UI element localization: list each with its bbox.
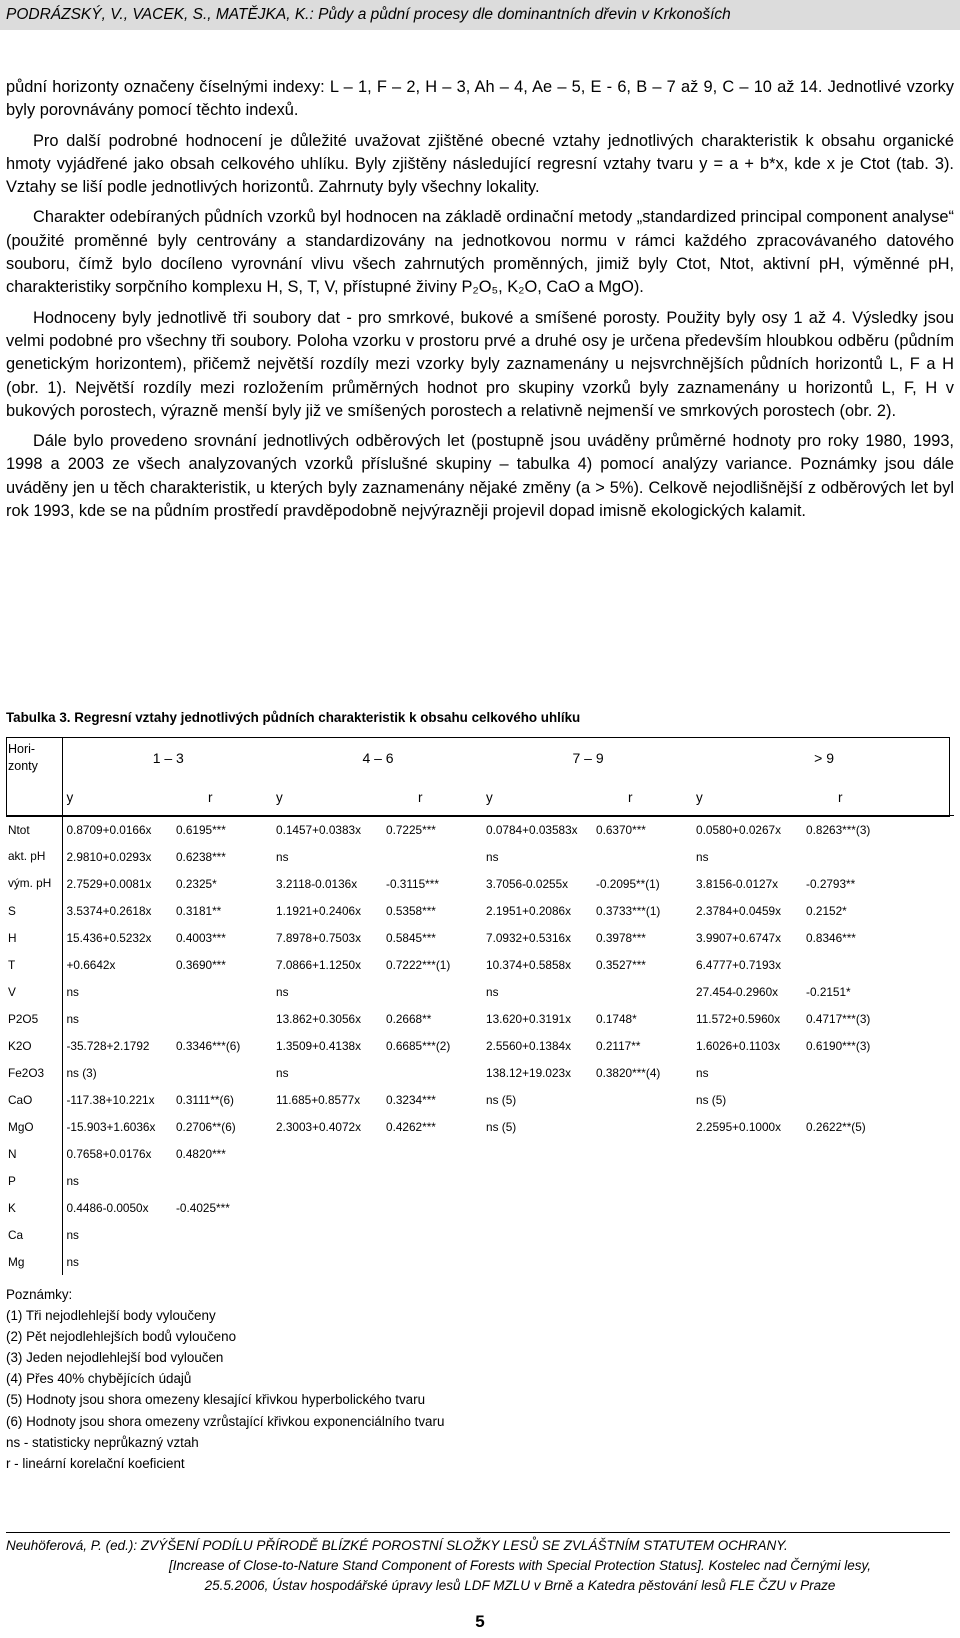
cell-equation: 138.12+19.023x <box>486 1065 571 1080</box>
table-row <box>6 1059 954 1086</box>
cell-r <box>174 1248 272 1275</box>
cell-r <box>174 1221 272 1248</box>
cell-equation: 13.620+0.3191x <box>486 1011 571 1026</box>
table-row <box>6 1032 954 1059</box>
footer-line-1: Neuhöferová, P. (ed.): ZVÝŠENÍ PODÍLU PŘÍRODĚ BLÍZKÉ POROSTNÍ SLOŽKY LESŮ SE ZVLÁŠTNÍM STATUTEM OCHRANY. <box>6 1538 788 1553</box>
cell-equation: 0.8709+0.0166x <box>62 816 174 844</box>
note-6: (6) Hodnoty jsou shora omezeny vzrůstající křivkou exponenciálního tvaru <box>6 1413 445 1429</box>
cell-equation: -117.38+10.221x <box>66 1092 155 1107</box>
row-label: Fe2O3 <box>6 1059 62 1086</box>
header-horizons: Hori-zonty <box>6 737 62 816</box>
table-row <box>6 1113 954 1140</box>
cell-equation <box>272 1248 384 1275</box>
cell-r <box>384 1140 482 1167</box>
header-subcol: r <box>628 789 633 805</box>
cell-r: 0.6370*** <box>594 816 692 844</box>
table-row <box>6 897 954 924</box>
cell-equation: ns <box>696 849 709 864</box>
cell-r <box>594 1194 692 1221</box>
cell-equation: ns (5) <box>696 1092 727 1107</box>
cell-equation: 3.8156-0.0127x <box>696 876 779 891</box>
cell-r: 0.4003*** <box>176 930 226 945</box>
header-subcol: r <box>418 789 423 805</box>
cell-r: 0.3527*** <box>596 957 646 972</box>
cell-equation: -35.728+2.1792 <box>66 1038 150 1053</box>
table-row <box>6 924 954 951</box>
cell-r: 0.8346*** <box>806 930 856 945</box>
header-subcol: y <box>486 789 493 805</box>
cell-r: 0.2706**(6) <box>176 1119 236 1134</box>
cell-equation: ns (5) <box>486 1092 517 1107</box>
header-group: 7 – 9 <box>572 750 604 766</box>
cell-equation <box>272 1140 384 1167</box>
cell-equation <box>692 1167 804 1194</box>
cell-equation: 2.7529+0.0081x <box>66 876 152 891</box>
regression-table <box>6 737 954 1275</box>
cell-equation: ns <box>66 984 79 999</box>
cell-equation: 11.685+0.8577x <box>276 1092 361 1107</box>
cell-r <box>174 1059 272 1086</box>
body-text <box>6 76 954 530</box>
row-label: T <box>6 951 62 978</box>
cell-r: 0.5358*** <box>386 903 436 918</box>
cell-equation: 2.5560+0.1384x <box>486 1038 571 1053</box>
cell-equation: 2.1951+0.2086x <box>486 903 571 918</box>
cell-r: 0.1748* <box>596 1011 637 1026</box>
cell-equation: 3.9907+0.6747x <box>696 930 781 945</box>
cell-r <box>384 978 482 1005</box>
cell-equation: 0.0784+0.03583x <box>482 816 594 844</box>
header-subcol: r <box>838 789 843 805</box>
page-number: 5 <box>475 1612 485 1631</box>
cell-equation <box>272 1167 384 1194</box>
footer-line-2: [Increase of Close-to-Nature Stand Component of Forests with Special Protection Status]. Kostelec nad Černými lesy, <box>168 1558 872 1573</box>
cell-r <box>594 1248 692 1275</box>
cell-equation: 15.436+0.5232x <box>66 930 152 945</box>
cell-r: 0.2152* <box>806 903 847 918</box>
paragraph-1: půdní horizonty označeny číselnými indexy: L – 1, F – 2, H – 3, Ah – 4, Ae – 5, E - 6, B – 7 až 9, C – 10 až 14. Jednotlivé vzorky byly porovnávány pomocí těchto indexů. <box>6 78 954 120</box>
row-label: V <box>6 978 62 1005</box>
cell-r: 0.6685***(2) <box>386 1038 451 1053</box>
header-subcol: y <box>276 789 283 805</box>
cell-r: 0.8263***(3) <box>804 816 954 844</box>
cell-r <box>384 1221 482 1248</box>
row-label: Mg <box>6 1248 62 1275</box>
cell-r: -0.3115*** <box>386 876 439 891</box>
cell-r: 0.4262*** <box>386 1119 436 1134</box>
table-row <box>6 816 954 844</box>
running-header: PODRÁZSKÝ, V., VACEK, S., MATĚJKA, K.: Půdy a půdní procesy dle dominantních dřevin v Krkonoších <box>0 0 960 30</box>
cell-equation: ns <box>696 1065 709 1080</box>
cell-r: 0.6190***(3) <box>806 1038 871 1053</box>
cell-equation: 13.862+0.3056x <box>276 1011 361 1026</box>
cell-equation: 0.7658+0.0176x <box>66 1146 152 1161</box>
table-row <box>6 978 954 1005</box>
header-group: 1 – 3 <box>152 750 184 766</box>
header-group: 4 – 6 <box>362 750 394 766</box>
row-label: P <box>6 1167 62 1194</box>
row-label: akt. pH <box>6 843 62 870</box>
table-row <box>6 951 954 978</box>
footer-rule <box>6 1532 950 1533</box>
cell-r: 0.2325* <box>176 876 217 891</box>
cell-r: 0.2117** <box>596 1038 641 1053</box>
cell-r <box>594 978 692 1005</box>
cell-r: 0.3234*** <box>386 1092 436 1107</box>
cell-r: 0.4820*** <box>176 1146 226 1161</box>
table-row <box>6 843 954 870</box>
cell-equation <box>482 1140 594 1167</box>
cell-r <box>804 1248 954 1275</box>
cell-equation: 7.8978+0.7503x <box>276 930 361 945</box>
note-4: (4) Přes 40% chybějících údajů <box>6 1371 192 1387</box>
cell-r <box>384 1248 482 1275</box>
cell-r <box>804 951 954 978</box>
cell-r: -0.2095**(1) <box>596 876 660 891</box>
row-label: Ca <box>6 1221 62 1248</box>
cell-equation <box>692 1221 804 1248</box>
cell-r <box>384 843 482 870</box>
cell-equation <box>272 1221 384 1248</box>
paragraph-4: Hodnoceny byly jednotlivě tři soubory dat - pro smrkové, bukové a smíšené porosty. Použity byly osy 1 až 4. Výsledky jsou velmi podobné pro všechny tři soubory. Poloha vzorku v prostoru prvé a druhé osy je určena především hloubkou odběru (půdním genetickým horizontem), přičemž největší rozdíly mezi vzorky byly zaznamenány u nejsvrchnějších půdních horizontů L, F a H (obr. 1). Největší rozdíly mezi rozložením průměrných hodnot pro skupiny vzorků byly zaznamenány u horizontů L, F, H v bukových porostech, výrazně menší byly již ve smíšených porostech a relativně nejmenší ve smrkových porostech (obr. 2). <box>6 308 954 420</box>
note-3: (3) Jeden nejodlehlejší bod vyloučen <box>6 1350 224 1366</box>
cell-equation: ns <box>66 1011 79 1026</box>
cell-equation: 6.4777+0.7193x <box>696 957 781 972</box>
cell-r <box>594 1167 692 1194</box>
cell-r <box>174 1167 272 1194</box>
cell-r: 0.6195*** <box>174 816 272 844</box>
cell-equation: ns <box>486 984 499 999</box>
cell-r: 0.3181** <box>176 903 222 918</box>
cell-equation <box>482 1194 594 1221</box>
table-row <box>6 870 954 897</box>
cell-r: 0.7222***(1) <box>386 957 451 972</box>
table-row <box>6 1221 954 1248</box>
cell-r: 0.4717***(3) <box>806 1011 871 1026</box>
cell-equation: 2.3784+0.0459x <box>696 903 781 918</box>
notes-title: Poznámky: <box>6 1287 73 1302</box>
cell-r: 0.3690*** <box>176 957 226 972</box>
cell-equation: ns <box>276 849 289 864</box>
cell-r <box>804 843 954 870</box>
cell-equation <box>692 1194 804 1221</box>
cell-equation <box>482 1248 594 1275</box>
table-row <box>6 1167 954 1194</box>
row-label: MgO <box>6 1113 62 1140</box>
cell-r: 0.3111**(6) <box>176 1092 234 1107</box>
cell-equation: ns <box>66 1227 79 1242</box>
note-2: (2) Pět nejodlehlejších bodů vyloučeno <box>6 1329 237 1345</box>
cell-equation: 11.572+0.5960x <box>696 1011 781 1026</box>
header-subcol: r <box>208 789 213 805</box>
cell-equation: 1.1921+0.2406x <box>276 903 361 918</box>
cell-equation: 0.4486-0.0050x <box>66 1200 149 1215</box>
cell-equation: 3.2118-0.0136x <box>276 876 358 891</box>
row-label: N <box>6 1140 62 1167</box>
cell-equation: ns <box>276 984 289 999</box>
cell-r: 0.7225*** <box>384 816 482 844</box>
footer <box>6 1536 954 1596</box>
cell-equation: -15.903+1.6036x <box>66 1119 156 1134</box>
cell-equation: ns (5) <box>486 1119 517 1134</box>
cell-equation: 0.1457+0.0383x <box>272 816 384 844</box>
cell-r: -0.4025*** <box>176 1200 230 1215</box>
paragraph-2: Pro další podrobné hodnocení je důležité uvažovat zjištěné obecné vztahy jednotlivých charakteristik k obsahu organické hmoty vyjádřené jako obsah celkového uhlíku. Byly zjištěny následující regresní vztahy tvaru y = a + b*x, kde x je Ctot (tab. 3). Vztahy se liší podle jednotlivých horizontů. Zahrnuty byly všechny lokality. <box>6 131 954 197</box>
cell-r <box>804 1140 954 1167</box>
cell-r <box>384 1059 482 1086</box>
cell-equation: 2.3003+0.4072x <box>276 1119 361 1134</box>
cell-r: 0.2622**(5) <box>806 1119 866 1134</box>
cell-equation: 10.374+0.5858x <box>486 957 571 972</box>
cell-equation <box>482 1167 594 1194</box>
note-1: (1) Tři nejodlehlejší body vyloučeny <box>6 1308 216 1324</box>
cell-equation: ns <box>66 1254 79 1269</box>
table-header-groups <box>6 737 954 779</box>
cell-r: 0.3820***(4) <box>596 1065 661 1080</box>
header-subcol: y <box>66 789 74 805</box>
table-header-subcols <box>6 779 954 816</box>
cell-r <box>384 1167 482 1194</box>
note-r: r - lineární korelační koeficient <box>6 1455 185 1471</box>
row-label: vým. pH <box>6 870 62 897</box>
cell-equation: 2.9810+0.0293x <box>66 849 152 864</box>
cell-equation: 2.2595+0.1000x <box>696 1119 781 1134</box>
cell-equation <box>692 1140 804 1167</box>
paragraph-3: Charakter odebíraných půdních vzorků byl hodnocen na základě ordinační metody „standardized principal component analyse“ (použité proměnné byly centrovány a standardizovány na jednotkovou normu v rámci každého zpracovávaného datového souboru, čímž bylo docíleno vyrovnání vlivu všech zahrnutých proměnných, jimiž byly Ctot, Ntot, aktivní pH, výměnné pH, charakteristiky sorpčního komplexu H, S, T, V, přístupné živiny P₂O₅, K₂O, CaO a MgO). <box>6 208 954 297</box>
cell-equation: 7.0932+0.5316x <box>486 930 571 945</box>
row-label: K <box>6 1194 62 1221</box>
table-row <box>6 1248 954 1275</box>
header-group: > 9 <box>814 750 834 766</box>
cell-equation: 0.0580+0.0267x <box>692 816 804 844</box>
cell-r: 0.3978*** <box>596 930 646 945</box>
cell-equation: 27.454-0.2960x <box>696 984 779 999</box>
note-ns: ns - statisticky neprůkazný vztah <box>6 1434 199 1450</box>
table-row <box>6 1194 954 1221</box>
cell-equation: ns <box>486 849 499 864</box>
cell-equation: 1.6026+0.1103x <box>696 1038 781 1053</box>
table-notes <box>6 1284 444 1474</box>
header-subcol: y <box>696 789 703 805</box>
cell-equation <box>692 1248 804 1275</box>
cell-r <box>804 1059 954 1086</box>
cell-r <box>804 1167 954 1194</box>
cell-equation: 3.7056-0.0255x <box>486 876 569 891</box>
cell-equation: ns <box>276 1065 289 1080</box>
cell-r: 0.3346***(6) <box>176 1038 241 1053</box>
table-caption: Tabulka 3. Regresní vztahy jednotlivých půdních charakteristik k obsahu celkového uhlíku <box>6 710 581 725</box>
cell-equation: ns <box>66 1173 79 1188</box>
cell-r <box>594 1086 692 1113</box>
cell-r: 0.5845*** <box>386 930 436 945</box>
cell-r <box>174 1005 272 1032</box>
note-5: (5) Hodnoty jsou shora omezeny klesající křivkou hyperbolického tvaru <box>6 1392 426 1408</box>
footer-line-3: 25.5.2006, Ústav hospodářské úpravy lesů LDF MZLU v Brně a Katedra pěstování lesů FLE ČZU v Praze <box>204 1578 836 1593</box>
cell-r <box>594 843 692 870</box>
cell-r: -0.2793** <box>806 876 856 891</box>
row-label: S <box>6 897 62 924</box>
cell-equation: 7.0866+1.1250x <box>276 957 361 972</box>
cell-r <box>594 1113 692 1140</box>
cell-r <box>174 978 272 1005</box>
table-row <box>6 1005 954 1032</box>
table-row <box>6 1140 954 1167</box>
row-label: H <box>6 924 62 951</box>
cell-r <box>804 1221 954 1248</box>
cell-r: -0.2151* <box>806 984 851 999</box>
cell-equation: ns (3) <box>66 1065 97 1080</box>
cell-equation: 3.5374+0.2618x <box>66 903 152 918</box>
cell-r <box>804 1194 954 1221</box>
row-label: K2O <box>6 1032 62 1059</box>
cell-r: 0.2668** <box>386 1011 432 1026</box>
cell-r <box>384 1194 482 1221</box>
cell-r <box>594 1140 692 1167</box>
row-label: Ntot <box>6 816 62 844</box>
cell-r: 0.6238*** <box>176 849 226 864</box>
paragraph-5: Dále bylo provedeno srovnání jednotlivých odběrových let (postupně jsou uváděny průměrné hodnoty pro roky 1980, 1993, 1998 a 2003 ze všech analyzovaných vzorků příslušné skupiny – tabulka 4) pomocí analýzy variance. Poznámky jsou dále uváděny jen u těch charakteristik, u kterých byly zaznamenány nějaké změny (a > 5%). Celkově nejodlišnější z odběrových let byl rok 1993, kde se na půdním prostředí pravděpodobně nejvýrazněji projevil dopad imisně ekologických kalamit. <box>6 432 954 521</box>
cell-equation: +0.6642x <box>66 957 116 972</box>
cell-r <box>804 1086 954 1113</box>
cell-equation <box>482 1221 594 1248</box>
cell-r <box>594 1221 692 1248</box>
row-label: CaO <box>6 1086 62 1113</box>
cell-r: 0.3733***(1) <box>596 903 661 918</box>
cell-equation <box>272 1194 384 1221</box>
row-label: P2O5 <box>6 1005 62 1032</box>
cell-equation: 1.3509+0.4138x <box>276 1038 361 1053</box>
table-row <box>6 1086 954 1113</box>
